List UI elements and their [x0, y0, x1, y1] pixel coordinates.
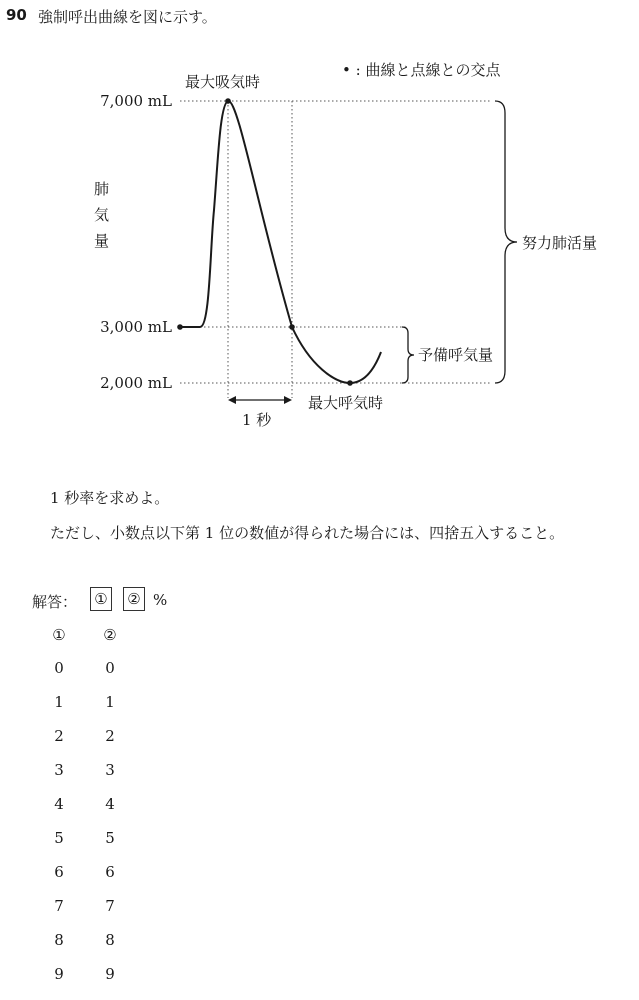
choice-1-digit-2[interactable]: 2 — [54, 727, 64, 745]
erv-brace — [402, 327, 414, 383]
choice-1-digit-5[interactable]: 5 — [54, 829, 64, 847]
choice-1-digit-6[interactable]: 6 — [54, 863, 64, 881]
trough-dot — [347, 380, 353, 386]
legend-text: • : 曲線と点線との交点 — [342, 61, 501, 79]
answer-label: 解答： — [32, 593, 78, 611]
answer-unit: % — [153, 591, 168, 609]
trough-label: 最大呼気時 — [308, 394, 384, 412]
y-axis-label-1: 肺 — [94, 180, 110, 198]
choice-2-digit-7[interactable]: 7 — [105, 897, 115, 915]
choice-2-digit-6[interactable]: 6 — [105, 863, 115, 881]
y-tick-7000: 7,000 mL — [100, 92, 172, 110]
y-tick-3000: 3,000 mL — [100, 318, 172, 336]
choice-2-digit-2[interactable]: 2 — [105, 727, 115, 745]
y-tick-2000: 2,000 mL — [100, 374, 172, 392]
erv-label: 予備呼気量 — [418, 346, 494, 364]
choice-2-digit-4[interactable]: 4 — [105, 795, 115, 813]
question-text: 強制呼出曲線を図に示す。 — [38, 8, 217, 26]
choice-2-digit-0[interactable]: 0 — [105, 659, 115, 677]
choice-header-2: ② — [103, 626, 117, 644]
choice-2-digit-3[interactable]: 3 — [105, 761, 115, 779]
y-axis-label-2: 気 — [94, 206, 110, 224]
choice-2-digit-8[interactable]: 8 — [105, 931, 115, 949]
choice-2-digit-9[interactable]: 9 — [105, 965, 115, 983]
choice-1-digit-0[interactable]: 0 — [54, 659, 64, 677]
fvc-label: 努力肺活量 — [522, 234, 598, 252]
interval-arrow — [228, 396, 292, 404]
choice-1-digit-3[interactable]: 3 — [54, 761, 64, 779]
choice-1-digit-7[interactable]: 7 — [54, 897, 64, 915]
interval-label: 1 秒 — [242, 411, 272, 429]
prompt-line-1: 1 秒率を求めよ。 — [50, 489, 170, 507]
answer-box-1[interactable]: ① — [90, 587, 112, 611]
prompt-line-2: ただし、小数点以下第 1 位の数値が得られた場合には、四捨五入すること。 — [50, 524, 565, 542]
choice-2-digit-5[interactable]: 5 — [105, 829, 115, 847]
y-axis-label-3: 量 — [94, 232, 110, 250]
peak-dot — [225, 98, 231, 104]
choice-1-digit-8[interactable]: 8 — [54, 931, 64, 949]
spirogram-figure — [0, 0, 639, 440]
peak-label: 最大吸気時 — [185, 73, 261, 91]
choice-2-digit-1[interactable]: 1 — [105, 693, 115, 711]
answer-box-2[interactable]: ② — [123, 587, 145, 611]
choice-header-1: ① — [52, 626, 66, 644]
choice-1-digit-9[interactable]: 9 — [54, 965, 64, 983]
question-number: 90 — [6, 6, 27, 24]
choice-1-digit-4[interactable]: 4 — [54, 795, 64, 813]
fvc-brace — [495, 101, 517, 383]
one-second-dot — [289, 324, 295, 330]
expiration-curve — [180, 101, 381, 383]
start-dot — [177, 324, 183, 330]
choice-1-digit-1[interactable]: 1 — [54, 693, 64, 711]
